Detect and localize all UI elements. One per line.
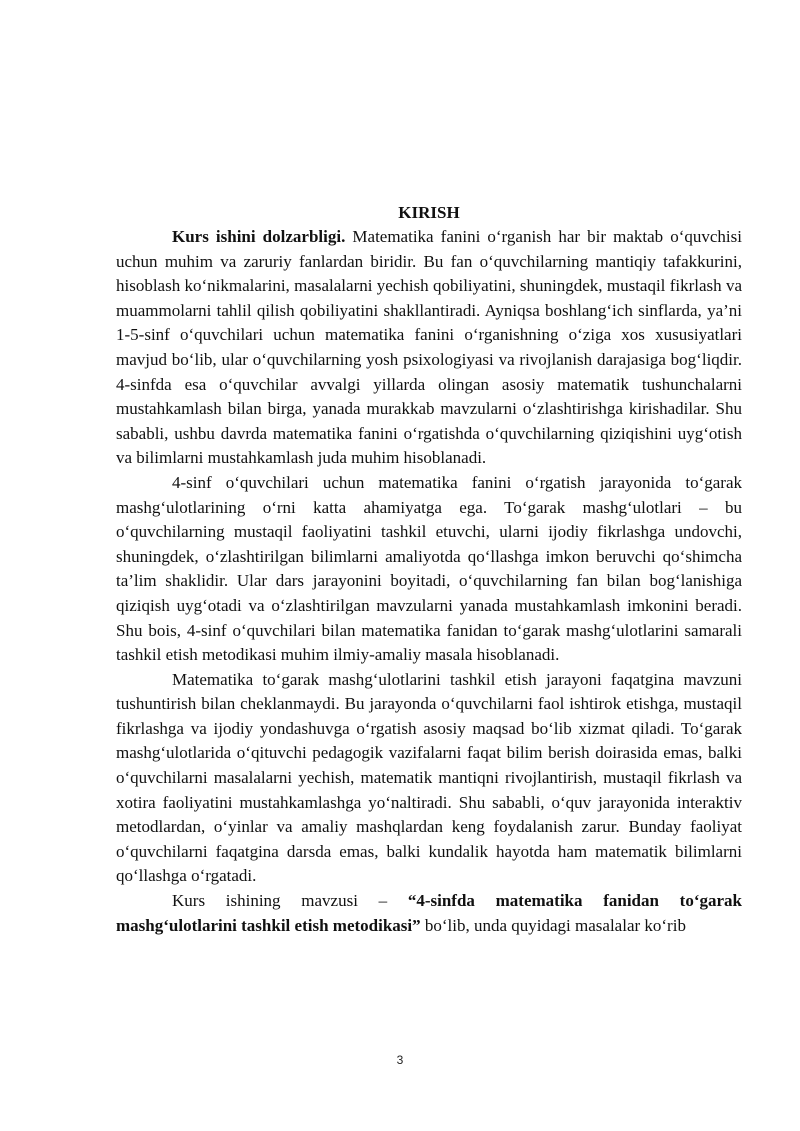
document-page: [116, 201, 742, 938]
paragraph-club-process: Matematika to‘garak mashg‘ulotlarini tashkil etish jarayoni faqatgina mavzuni tushuntirish bilan cheklanmaydi. Bu jarayonda o‘quvchilarni faol ishtirok etishga, mustaqil fikrlashga va ijodiy yondashuvga o‘rgatish asosiy maqsad bo‘lib xizmat qiladi. To‘garak mashg‘ulotlarida o‘qituvchi pedagogik vazifalarni faqat bilim berish doirasida emas, balki o‘quvchilarni masalalarni yechish, matematik mantiqni rivojlantirish, mustaqil fikrlash va xotira faoliyatini mustahkamlashga yo‘naltiradi. Shu sababli, o‘quv jarayonida interaktiv metodlardan, o‘yinlar va amaliy mashqlardan keng foydalanish zarur. Bunday faoliyat o‘quvchilarni faqatgina darsda emas, balki kundalik hayotda ham matematik bilimlarni qo‘llashga o‘rgatadi.: [116, 669, 742, 886]
page-number: 3: [396, 1053, 404, 1067]
paragraph-relevance: [116, 225, 742, 471]
topic-title: “4-sinfda matematika fanidan to‘garak mashg‘ulotlarini tashkil etish metodikasi”: [116, 891, 742, 935]
section-heading: KIRISH: [398, 203, 460, 222]
relevance-text: Matematika fanini o‘rganish har bir maktab o‘quvchisi uchun muhim va zaruriy fanlardan biridir. Bu fan o‘quvchilarning mantiqiy tafakkurini, hisoblash ko‘nikmalarini, masalalarni yechish qobiliyatini, shuningdek, mustaqil fikrlash va muammolarni tahlil qilish qobiliyatini shakllantiradi. Ayniqsa boshlang‘ich sinflarda, ya’ni 1-5-sinf o‘quvchilari uchun matematika fanini o‘rganishning o‘ziga xos xususiyatlari mavjud bo‘lib, ular o‘quvchilarning yosh psixologiyasi va rivojlanish darajasiga bog‘liqdir. 4-sinfda esa o‘quvchilar avvalgi yillarda olingan asosiy matematik tushunchalarni mustahkamlash bilan birga, yanada murakkab mavzularni o‘zlashtirishga kirishadilar. Shu sababli, ushbu davrda matematika fanini o‘rgatishda o‘quvchilarning qiziqishini uyg‘otish va bilimlarni mustahkamlash juda muhim hisoblanadi.: [116, 227, 742, 468]
topic-intro: Kurs ishining mavzusi –: [172, 891, 408, 911]
paragraph-topic: [116, 889, 742, 938]
relevance-lead: Kurs ishini dolzarbligi.: [172, 227, 346, 246]
topic-continuation: bo‘lib, unda quyidagi masalalar ko‘rib: [420, 915, 686, 935]
paragraph-club-role: 4-sinf o‘quvchilari uchun matematika fanini o‘rgatish jarayonida to‘garak mashg‘ulotlarining o‘rni katta ahamiyatga ega. To‘garak mashg‘ulotlari – bu o‘quvchilarning mustaqil faoliyatini tashkil etuvchi, ularni ijodiy fikrlashga undovchi, shuningdek, o‘zlashtirilgan bilimlarni amaliyotda qo‘llashga imkon beruvchi qo‘shimcha ta’lim shaklidir. Ular dars jarayonini boyitadi, o‘quvchilarning fan bilan bog‘lanishiga qiziqish uyg‘otadi va o‘zlashtirilgan mavzularni yanada mustahkamlash imkonini beradi. Shu bois, 4-sinf o‘quvchilari bilan matematika fanidan to‘garak mashg‘ulotlarini samarali tashkil etish metodikasi muhim ilmiy-amaliy masala hisoblanadi.: [116, 472, 742, 665]
